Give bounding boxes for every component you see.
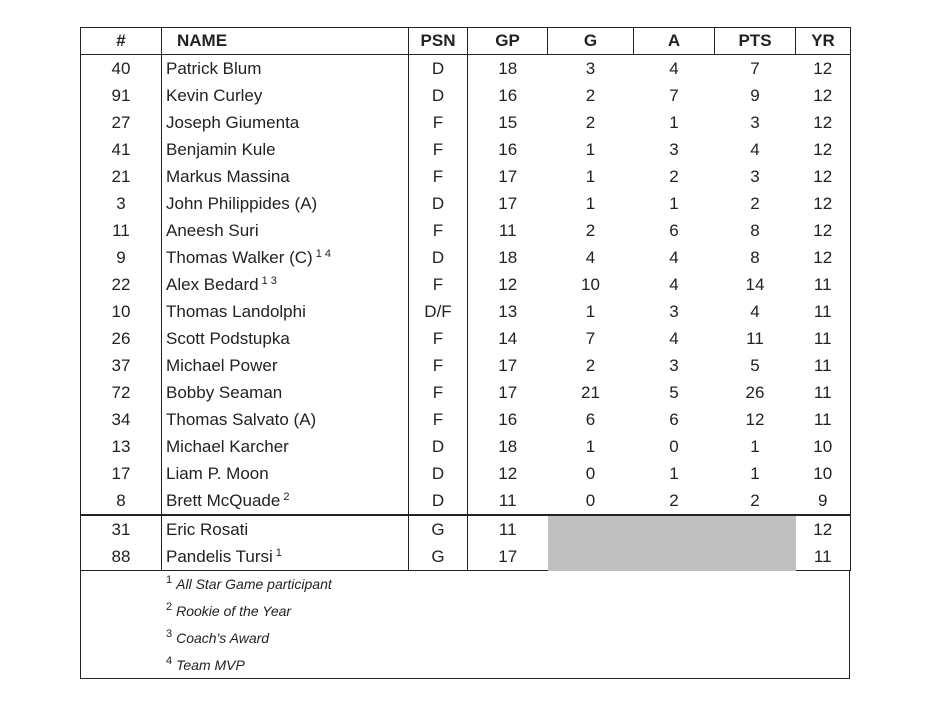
table-row xyxy=(81,406,851,433)
footnote-marker: 4 xyxy=(166,655,173,667)
footnote xyxy=(166,655,245,673)
games-played: 17 xyxy=(468,352,548,379)
games-played: 17 xyxy=(468,379,548,406)
jersey-number: 8 xyxy=(81,487,162,515)
points: 2 xyxy=(750,490,760,510)
goals: 2 xyxy=(585,355,596,375)
goals: 10 xyxy=(581,274,600,294)
jersey-number: 21 xyxy=(81,163,162,190)
position: F xyxy=(409,136,468,163)
year: 9 xyxy=(796,487,851,515)
position: F xyxy=(409,379,468,406)
position: F xyxy=(409,163,468,190)
player-name: John Philippides (A) xyxy=(166,193,318,213)
table-row xyxy=(81,82,851,109)
table-row xyxy=(81,298,851,325)
jersey-number: 26 xyxy=(81,325,162,352)
year: 11 xyxy=(796,543,851,571)
player-name-cell xyxy=(162,298,409,325)
table-row xyxy=(81,352,851,379)
footnote-text: All Star Game participant xyxy=(176,576,332,592)
assists: 4 xyxy=(669,247,679,267)
player-name: Scott Podstupka xyxy=(166,328,290,348)
award-footnote-marker: 1 3 xyxy=(261,274,277,287)
table-row xyxy=(81,109,851,136)
table-row xyxy=(81,515,851,543)
points: 14 xyxy=(745,274,765,294)
player-name: Thomas Salvato (A) xyxy=(166,409,317,429)
points: 8 xyxy=(750,247,760,267)
player-name-cell xyxy=(162,543,409,571)
year: 11 xyxy=(796,352,851,379)
header-points: PTS xyxy=(715,28,796,55)
games-played: 15 xyxy=(468,109,548,136)
year: 12 xyxy=(796,217,851,244)
assists: 6 xyxy=(669,220,679,240)
position: F xyxy=(409,217,468,244)
jersey-number: 27 xyxy=(81,109,162,136)
jersey-number: 3 xyxy=(81,190,162,217)
year: 12 xyxy=(796,190,851,217)
award-footnote-marker: 1 xyxy=(275,546,282,559)
na-stats-shade xyxy=(548,515,796,571)
table-row xyxy=(81,460,851,487)
goals: 0 xyxy=(585,490,596,510)
year: 10 xyxy=(796,460,851,487)
jersey-number: 17 xyxy=(81,460,162,487)
player-name: Markus Massina xyxy=(166,166,290,186)
goals: 3 xyxy=(585,58,596,78)
goals: 21 xyxy=(581,382,600,402)
year: 11 xyxy=(796,298,851,325)
footnote xyxy=(166,628,269,646)
points: 3 xyxy=(750,166,760,186)
games-played: 16 xyxy=(468,82,548,109)
games-played: 18 xyxy=(468,244,548,271)
jersey-number: 40 xyxy=(81,55,162,83)
table-row xyxy=(81,163,851,190)
table-row xyxy=(81,325,851,352)
table-row xyxy=(81,244,851,271)
header-assists: A xyxy=(634,28,715,55)
goalies-body xyxy=(81,515,851,571)
assists: 2 xyxy=(669,166,679,186)
player-name: Patrick Blum xyxy=(166,58,262,78)
header-games-played: GP xyxy=(468,28,548,55)
player-name: Michael Power xyxy=(166,355,278,375)
player-name-cell xyxy=(162,406,409,433)
award-footnote-marker: 2 xyxy=(283,490,290,503)
points: 1 xyxy=(750,463,760,483)
position: F xyxy=(409,325,468,352)
games-played: 17 xyxy=(468,190,548,217)
player-name-cell xyxy=(162,271,409,298)
year: 10 xyxy=(796,433,851,460)
header-name: NAME xyxy=(162,28,409,55)
header-year: YR xyxy=(796,28,851,55)
assists: 1 xyxy=(669,463,679,483)
points: 4 xyxy=(750,139,760,159)
position: D xyxy=(409,460,468,487)
assists: 1 xyxy=(669,193,679,213)
player-name: Benjamin Kule xyxy=(166,139,276,159)
player-name-cell xyxy=(162,136,409,163)
games-played: 11 xyxy=(468,487,548,515)
position: F xyxy=(409,352,468,379)
position: D xyxy=(409,190,468,217)
goals: 0 xyxy=(585,463,596,483)
position: D xyxy=(409,244,468,271)
year: 11 xyxy=(796,271,851,298)
player-name: Liam P. Moon xyxy=(166,463,269,483)
games-played: 14 xyxy=(468,325,548,352)
player-name-cell xyxy=(162,82,409,109)
position: F xyxy=(409,406,468,433)
assists: 5 xyxy=(669,382,679,402)
jersey-number: 31 xyxy=(81,515,162,543)
position: F xyxy=(409,271,468,298)
goals: 7 xyxy=(585,328,596,348)
player-name: Brett McQuade xyxy=(166,490,281,510)
assists: 0 xyxy=(669,436,679,456)
position: D xyxy=(409,55,468,83)
points: 8 xyxy=(750,220,760,240)
games-played: 17 xyxy=(468,163,548,190)
player-name: Thomas Walker (C) xyxy=(166,247,313,267)
year: 12 xyxy=(796,109,851,136)
table-row xyxy=(81,379,851,406)
player-name-cell xyxy=(162,487,409,515)
assists: 3 xyxy=(669,355,679,375)
table-row xyxy=(81,55,851,83)
year: 11 xyxy=(796,406,851,433)
player-name-cell xyxy=(162,109,409,136)
player-name: Bobby Seaman xyxy=(166,382,283,402)
year: 12 xyxy=(796,82,851,109)
goals: 1 xyxy=(585,139,596,159)
games-played: 17 xyxy=(468,543,548,571)
table-row xyxy=(81,217,851,244)
position: D xyxy=(409,487,468,515)
points: 26 xyxy=(745,382,765,402)
points: 5 xyxy=(750,355,760,375)
player-name: Eric Rosati xyxy=(166,519,249,539)
jersey-number: 37 xyxy=(81,352,162,379)
games-played: 16 xyxy=(468,136,548,163)
assists: 7 xyxy=(669,85,679,105)
points: 4 xyxy=(750,301,760,321)
assists: 2 xyxy=(669,490,679,510)
points: 3 xyxy=(750,112,760,132)
assists: 4 xyxy=(669,58,679,78)
points: 11 xyxy=(746,328,764,348)
assists: 6 xyxy=(669,409,679,429)
jersey-number: 13 xyxy=(81,433,162,460)
year: 12 xyxy=(796,55,851,83)
header-goals: G xyxy=(548,28,634,55)
player-name-cell xyxy=(162,460,409,487)
player-name-cell xyxy=(162,190,409,217)
jersey-number: 34 xyxy=(81,406,162,433)
year: 12 xyxy=(796,163,851,190)
jersey-number: 11 xyxy=(81,217,162,244)
goals: 1 xyxy=(585,193,596,213)
assists: 4 xyxy=(669,274,679,294)
jersey-number: 88 xyxy=(81,543,162,571)
skaters-body xyxy=(81,55,851,516)
footnotes-box xyxy=(80,570,850,679)
player-name-cell xyxy=(162,352,409,379)
player-name-cell xyxy=(162,325,409,352)
table-row xyxy=(81,487,851,515)
games-played: 11 xyxy=(468,217,548,244)
roster-table xyxy=(80,27,851,571)
header-position: PSN xyxy=(409,28,468,55)
jersey-number: 10 xyxy=(81,298,162,325)
player-name-cell xyxy=(162,433,409,460)
header-row xyxy=(81,28,851,55)
award-footnote-marker: 1 4 xyxy=(315,247,332,260)
footnote-text: Coach's Award xyxy=(176,630,270,646)
table-row xyxy=(81,433,851,460)
points: 1 xyxy=(750,436,760,456)
year: 12 xyxy=(796,136,851,163)
position: G xyxy=(409,515,468,543)
year: 11 xyxy=(796,325,851,352)
table-row xyxy=(81,271,851,298)
jersey-number: 9 xyxy=(81,244,162,271)
points: 2 xyxy=(750,193,760,213)
assists: 4 xyxy=(669,328,679,348)
assists: 3 xyxy=(669,301,679,321)
position: D xyxy=(409,82,468,109)
player-name-cell xyxy=(162,55,409,83)
jersey-number: 22 xyxy=(81,271,162,298)
player-name: Thomas Landolphi xyxy=(166,301,306,321)
points: 7 xyxy=(750,58,760,78)
player-name-cell xyxy=(162,163,409,190)
footnote xyxy=(166,574,332,592)
table-row xyxy=(81,136,851,163)
assists: 1 xyxy=(669,112,679,132)
year: 12 xyxy=(796,515,851,543)
games-played: 11 xyxy=(468,515,548,543)
goals: 1 xyxy=(585,436,596,456)
player-name: Alex Bedard xyxy=(166,274,259,294)
player-name-cell xyxy=(162,379,409,406)
games-played: 18 xyxy=(468,433,548,460)
goals: 2 xyxy=(585,220,596,240)
year: 12 xyxy=(796,244,851,271)
position: D xyxy=(409,433,468,460)
footnote-marker: 3 xyxy=(166,628,173,640)
player-name: Aneesh Suri xyxy=(166,220,259,240)
footnote xyxy=(166,601,291,619)
player-name: Pandelis Tursi xyxy=(166,546,273,566)
goals: 1 xyxy=(585,166,596,186)
points: 9 xyxy=(750,85,760,105)
player-name-cell xyxy=(162,217,409,244)
position: F xyxy=(409,109,468,136)
player-name: Kevin Curley xyxy=(166,85,263,105)
jersey-number: 72 xyxy=(81,379,162,406)
footnote-marker: 1 xyxy=(166,574,173,586)
position: G xyxy=(409,543,468,571)
player-name-cell xyxy=(162,515,409,543)
games-played: 13 xyxy=(468,298,548,325)
table-row xyxy=(81,190,851,217)
goals: 2 xyxy=(585,85,596,105)
footnote-marker: 2 xyxy=(166,601,173,613)
year: 11 xyxy=(796,379,851,406)
games-played: 12 xyxy=(468,271,548,298)
jersey-number: 91 xyxy=(81,82,162,109)
goals: 6 xyxy=(585,409,596,429)
goals: 4 xyxy=(585,247,596,267)
player-name: Joseph Giumenta xyxy=(166,112,300,132)
goals: 2 xyxy=(585,112,596,132)
games-played: 12 xyxy=(468,460,548,487)
header-number: # xyxy=(81,28,162,55)
player-name-cell xyxy=(162,244,409,271)
points: 12 xyxy=(745,409,765,429)
games-played: 16 xyxy=(468,406,548,433)
games-played: 18 xyxy=(468,55,548,83)
footnote-text: Team MVP xyxy=(176,657,245,673)
player-name: Michael Karcher xyxy=(166,436,289,456)
position: D/F xyxy=(409,298,468,325)
jersey-number: 41 xyxy=(81,136,162,163)
assists: 3 xyxy=(669,139,679,159)
goals: 1 xyxy=(585,301,596,321)
footnote-text: Rookie of the Year xyxy=(176,603,292,619)
